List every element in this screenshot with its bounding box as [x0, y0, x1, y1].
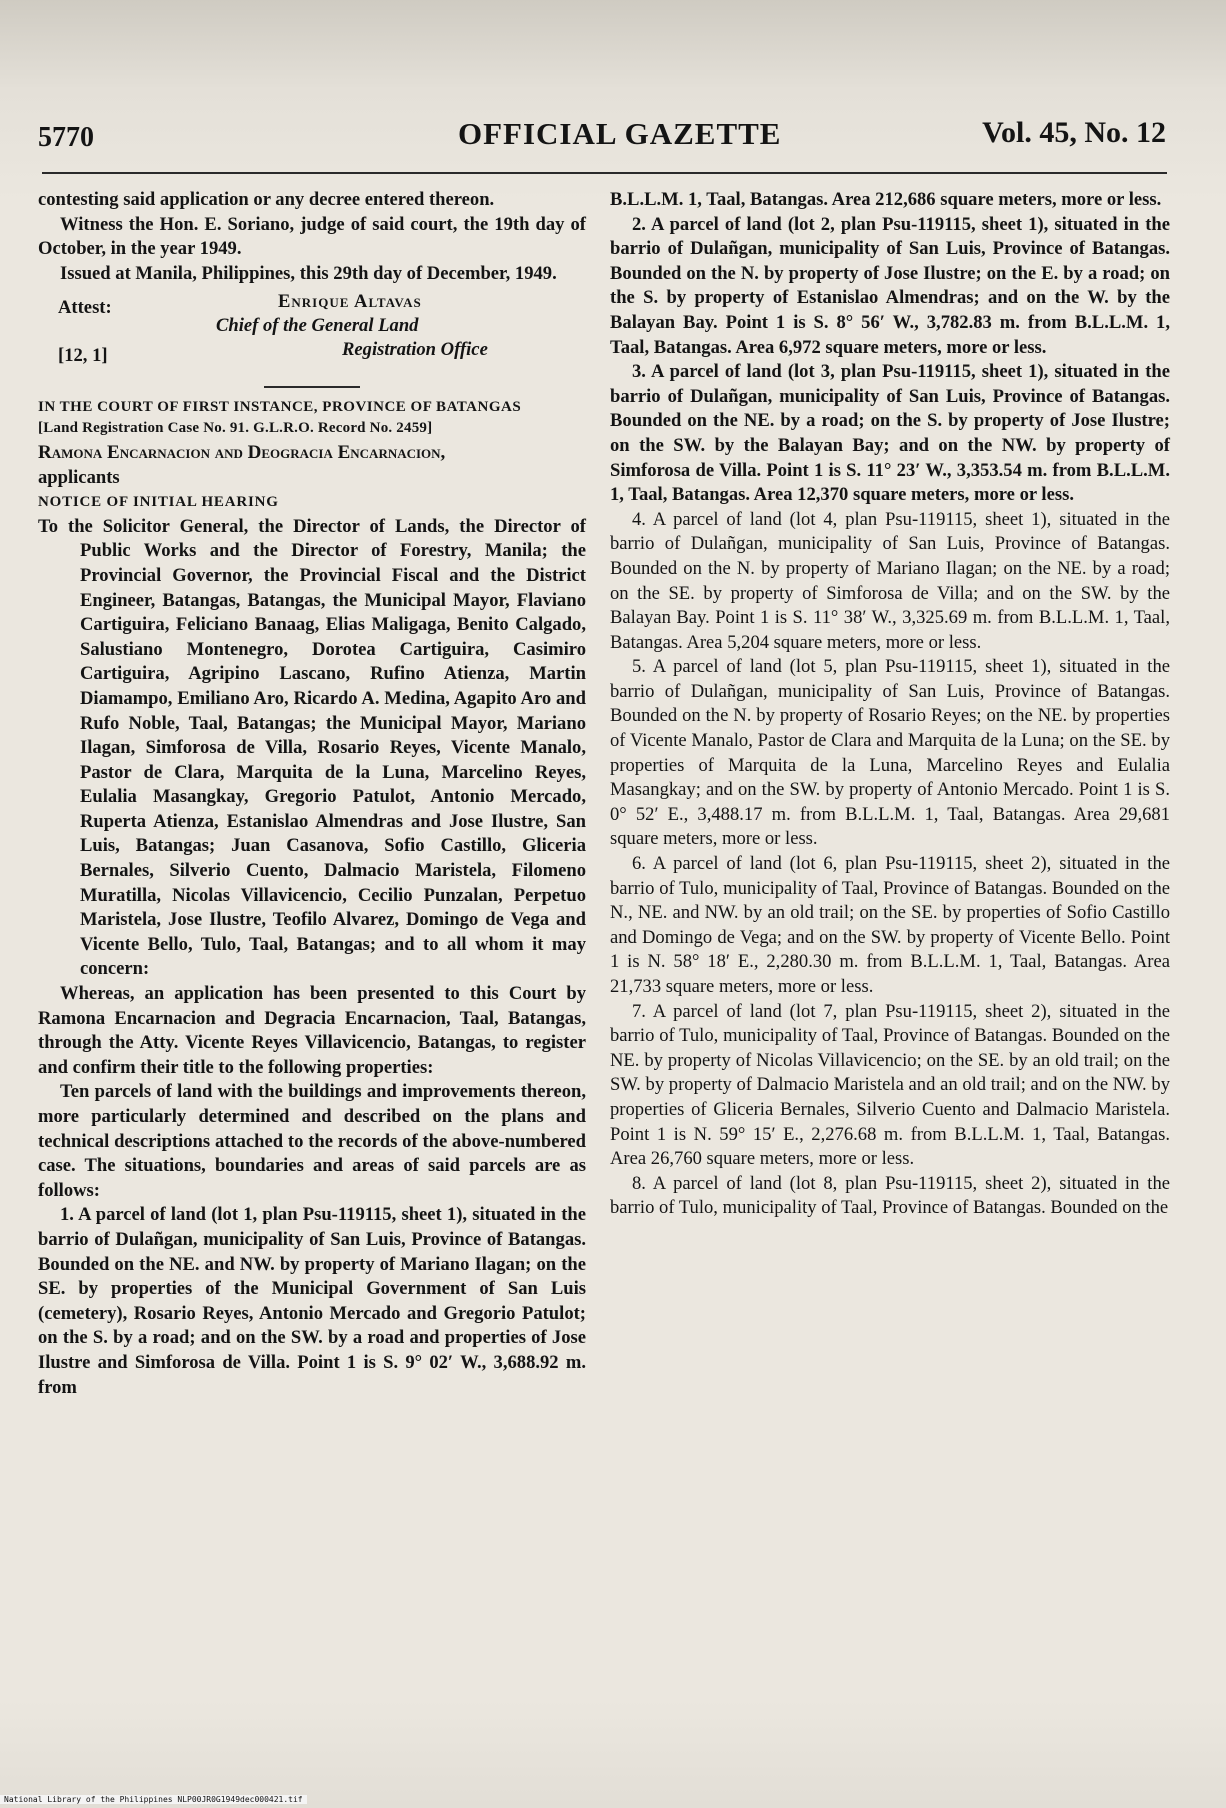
parcel-8-paragraph: 8. A parcel of land (lot 8, plan Psu-119115, sheet 2), situated in the barrio of Tulo, municipality of Taal, Province of Batangas. Bounded on the — [610, 1172, 1170, 1219]
right-column — [610, 188, 1170, 1221]
officer-title-line1: Chief of the General Land — [216, 315, 419, 337]
applicants-role: applicants — [38, 466, 120, 488]
addressees-paragraph: To the Solicitor General, the Director of Lands, the Director of Public Works and the Director of Forestry, Manila; the Provincial Governor, the Provincial Fiscal and the District Engineer, Batangas, Batangas, the Municipal Mayor, Flaviano Cartiguira, Feliciano Banaag, Elias Maligaga, Benito Calgado, Salustiano Montenegro, Dorotea Cartiguira, Casimiro Cartiguira, Agripino Lascano, Rufino Atienza, Martin Diamampo, Emiliano Aro, Ricardo A. Medina, Agapito Aro and Rufo Noble, Taal, Batangas; the Municipal Mayor, Mariano Ilagan, Simforosa de Villa, Rosario Reyes, Vicente Manalo, Pastor de Clara, Marquita de la Luna, Marcelino Reyes, Eulalia Masangkay, Gregorio Patulot, Antonio Mercado, Ruperta Atienza, Estanislao Almendras and Jose Ilustre, San Luis, Batangas; Juan Casanova, Sofio Castillo, Gliceria Bernales, Silverio Cuento, Dalmacio Maristela, Filomeno Muratilla, Nicolas Villavicencio, Cecilio Punzalan, Perpetuo Maristela, Jose Ilustre, Teofilo Alvarez, Domingo de Vega and Vicente Bello, Tulo, Taal, Batangas; and to all whom it may concern: — [38, 515, 586, 980]
officer-name: Enrique Altavas — [278, 291, 422, 313]
parcel-2-paragraph: 2. A parcel of land (lot 2, plan Psu-119115, sheet 1), situated in the barrio of Dulañgan, municipality of San Luis, Province of Batangas. Bounded on the N. by property of Jose Ilustre; on the E. by a road; on the S. by property of Estanislao Almendras; and on the W. by the Balayan Bay. Point 1 is S. 8° 56′ W., 3,782.83 m. from B.L.L.M. 1, Taal, Batangas. Area 6,972 square meters, more or less. — [610, 213, 1170, 358]
officer-title-line2: Registration Office — [342, 339, 488, 361]
scan-caption: National Library of the Philippines NLP00JR0G1949dec000421.tif — [0, 1795, 307, 1804]
parcel-6-paragraph: 6. A parcel of land (lot 6, plan Psu-119115, sheet 2), situated in the barrio of Tulo, municipality of Taal, Province of Batangas. Bounded on the N., NE. and NW. by an old trail; on the SE. by properties of Sofio Castillo and Domingo de Vega; and on the SW. by property of Vicente Bello. Point 1 is N. 58° 18′ E., 2,280.30 m. from B.L.L.M. 1, Taal, Batangas. Area 21,733 square meters, more or less. — [610, 853, 1170, 997]
parcels-intro-paragraph: Ten parcels of land with the buildings and improvements thereon, more particularly determined and described on the plans and technical descriptions attached to the records of the above-numbered case. The situations, boundaries and areas of said parcels are as follows: — [38, 1081, 586, 1201]
publication-title: OFFICIAL GAZETTE — [458, 116, 782, 151]
case-reference: [Land Registration Case No. 91. G.L.R.O. Record No. 2459] — [38, 420, 433, 437]
parcel-3-paragraph: 3. A parcel of land (lot 3, plan Psu-119115, sheet 1), situated in the barrio of Dulañgan, municipality of San Luis, Province of Batangas. Bounded on the NE. by a road; on the S. by property of Jose Ilustre; on the SW. by the Balayan Bay; and on the NW. by property of Simforosa de Villa. Point 1 is S. 11° 23′ W., 3,353.54 m. from B.L.L.M. 1, Taal, Batangas. Area 12,370 square meters, more or less. — [610, 361, 1170, 506]
reference-number: [12, 1] — [58, 345, 108, 367]
issued-paragraph: Issued at Manila, Philippines, this 29th day of December, 1949. — [60, 262, 557, 284]
page-header — [38, 108, 1166, 158]
witness-paragraph: Witness the Hon. E. Soriano, judge of said court, the 19th day of October, in the year 1949. — [38, 213, 586, 260]
parcel-7-paragraph: 7. A parcel of land (lot 7, plan Psu-119115, sheet 2), situated in the barrio of Tulo, municipality of Taal, Province of Batangas. Bounded on the NE. by property of Nicolas Villavicencio; on the SE. by an old trail; on the SW. by property of Dalmacio Maristela and an old trail; and on the NW. by properties of Gliceria Bernales, Silverio Cuento and Dalmacio Maristela. Point 1 is N. 59° 15′ E., 2,276.68 m. from B.L.L.M. 1, Taal, Batangas. Area 26,760 square meters, more or less. — [610, 1000, 1170, 1170]
parcel-1-continuation: B.L.L.M. 1, Taal, Batangas. Area 212,686 square meters, more or less. — [610, 189, 1162, 210]
page-number: 5770 — [38, 122, 94, 153]
header-rule — [42, 172, 1167, 174]
whereas-paragraph: Whereas, an application has been presented to this Court by Ramona Encarnacion and Degracia Encarnacion, Taal, Batangas, through the Atty. Vicente Reyes Villavicencio, Batangas, to register and confirm their title to the following properties: — [38, 983, 586, 1078]
left-column — [38, 188, 586, 1400]
notice-heading: NOTICE OF INITIAL HEARING — [38, 494, 279, 511]
closing-paragraph: contesting said application or any decree entered thereon. — [38, 189, 495, 210]
attest-label: Attest: — [58, 297, 112, 319]
attestation — [38, 290, 586, 378]
court-heading: IN THE COURT OF FIRST INSTANCE, PROVINCE OF BATANGAS — [38, 399, 522, 416]
section-divider — [264, 386, 360, 388]
volume-number: Vol. 45, No. 12 — [982, 116, 1166, 149]
applicants-names: Ramona Encarnacion and Deogracia Encarnacion, — [38, 441, 446, 463]
parcel-1-paragraph: 1. A parcel of land (lot 1, plan Psu-119115, sheet 1), situated in the barrio of Dulañgan, municipality of San Luis, Province of Batangas. Bounded on the NE. and NW. by property of Mariano Ilagan; on the SE. by properties of the Municipal Government of San Luis (cemetery), Rosario Reyes, Antonio Mercado and Gregorio Patulot; on the S. by a road; and on the SW. by a road and properties of Jose Ilustre and Simforosa de Villa. Point 1 is S. 9° 02′ W., 3,688.92 m. from — [38, 1204, 586, 1398]
parcel-5-paragraph: 5. A parcel of land (lot 5, plan Psu-119115, sheet 1), situated in the barrio of Dulañgan, municipality of San Luis, Province of Batangas. Bounded on the N. by property of Rosario Reyes; on the NE. by properties of Vicente Manalo, Pastor de Clara and Marquita de la Luna; on the SE. by properties of Marquita de la Luna, Marcelino Reyes and Eulalia Masangkay; and on the SW. by property of Antonio Mercado. Point 1 is S. 0° 52′ E., 3,488.17 m. from B.L.L.M. 1, Taal, Batangas. Area 29,681 square meters, more or less. — [610, 656, 1170, 850]
parcel-4-paragraph: 4. A parcel of land (lot 4, plan Psu-119115, sheet 1), situated in the barrio of Dulañgan, municipality of San Luis, Province of Batangas. Bounded on the N. by property of Mariano Ilagan; on the NE. by a road; on the SE. by property of Simforosa de Villa; and on the SW. by the Balayan Bay. Point 1 is S. 11° 38′ W., 3,325.69 m. from B.L.L.M. 1, Taal, Batangas. Area 5,204 square meters, more or less. — [610, 508, 1170, 653]
